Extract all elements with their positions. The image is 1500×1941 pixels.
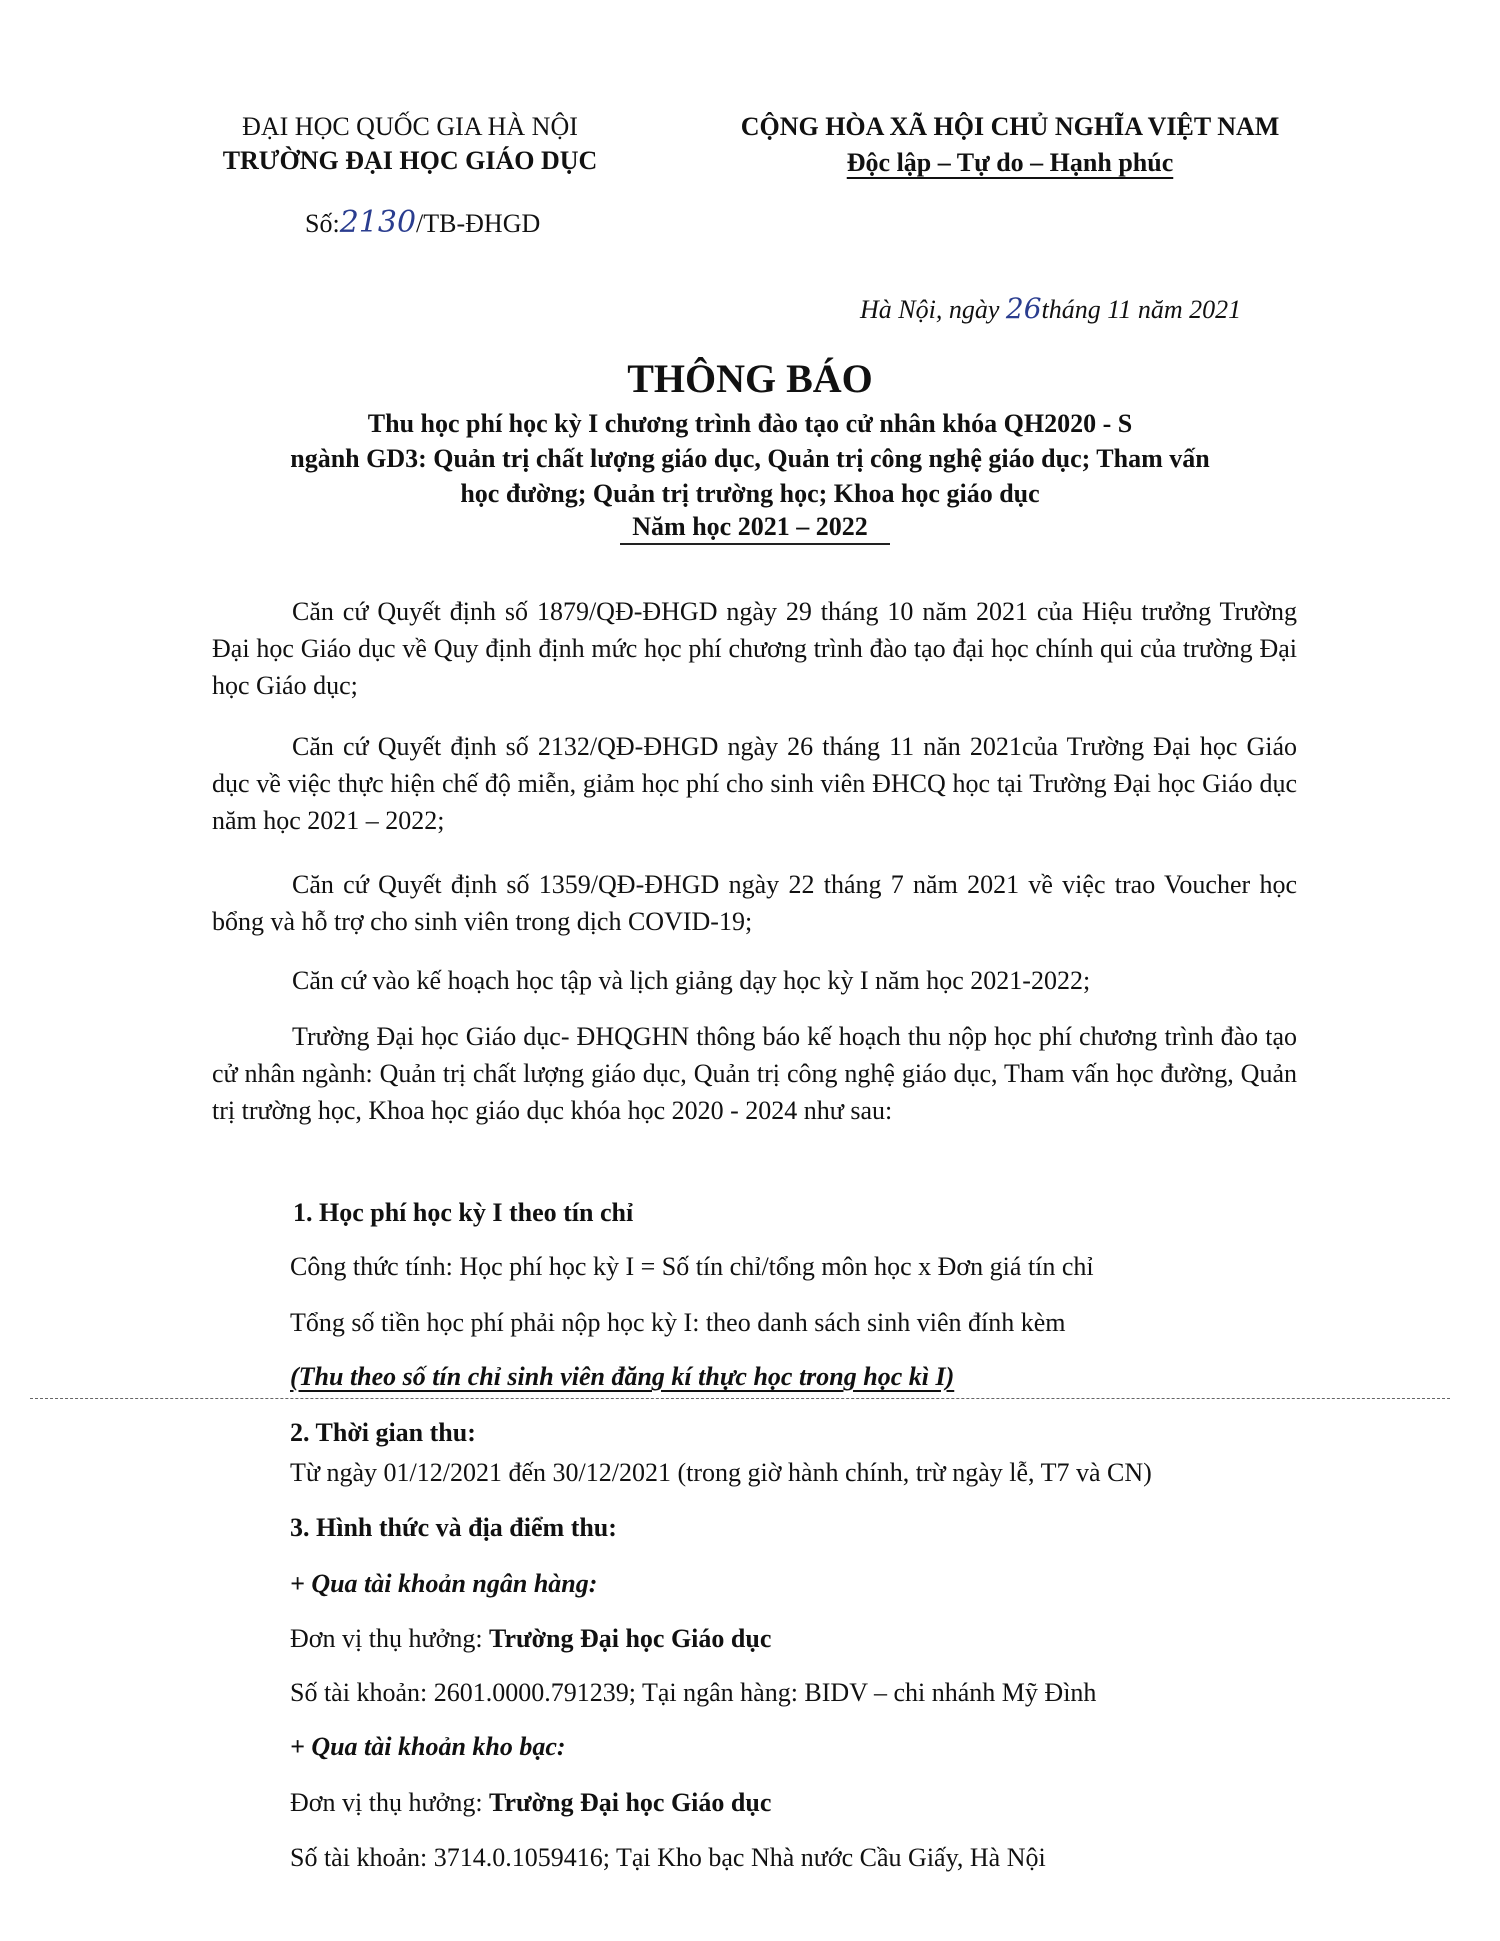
paragraph-decision-1879: Căn cứ Quyết định số 1879/QĐ-ĐHGD ngày 29 tháng 10 năm 2021 của Hiệu trưởng Trường Đại học Giáo dục về Quy định định mức học phí chương trình đào tạo đại học chính qui của trường Đại học Giáo dục; (212, 597, 1297, 700)
subtitle-line-4: Năm học 2021 – 2022 (632, 512, 868, 541)
treasury-transfer-label: + Qua tài khoản kho bạc: (290, 1732, 566, 1761)
section-2-heading: 2. Thời gian thu: (290, 1418, 476, 1447)
section-3-heading: 3. Hình thức và địa điểm thu: (290, 1513, 617, 1542)
section-1-heading: 1. Học phí học kỳ I theo tín chỉ (293, 1198, 634, 1227)
ref-suffix: /TB-ĐHGD (416, 209, 541, 238)
bank-beneficiary-prefix: Đơn vị thụ hưởng: (290, 1624, 490, 1653)
motto-text: Độc lập – Tự do – Hạnh phúc (846, 148, 1174, 177)
treasury-account: Số tài khoản: 3714.0.1059416; Tại Kho bạc Nhà nước Cầu Giấy, Hà Nội (290, 1843, 1046, 1872)
ref-prefix: Số: (305, 209, 340, 238)
subtitle-line-2: ngành GD3: Quản trị chất lượng giáo dục, Quản trị công nghệ giáo dục; Tham vấn (290, 444, 1210, 473)
treasury-beneficiary (290, 1788, 771, 1818)
tuition-note (290, 1362, 954, 1392)
subtitle-line-1: Thu học phí học kỳ I chương trình đào tạo cử nhân khóa QH2020 - S (367, 409, 1133, 438)
date-handwritten-day: 26 (1005, 292, 1042, 325)
paragraph-decision-1359: Căn cứ Quyết định số 1359/QĐ-ĐHGD ngày 22 tháng 7 năm 2021 về việc trao Voucher học bổng và hỗ trợ cho sinh viên trong dịch COVID-19; (212, 870, 1297, 936)
paragraph-announcement: Trường Đại học Giáo dục- ĐHQGHN thông báo kế hoạch thu nộp học phí chương trình đào tạo cử nhân ngành: Quản trị chất lượng giáo dục, Quản trị công nghệ giáo dục, Tham vấn học đường, Quản trị trường học, Khoa học giáo dục khóa học 2020 - 2024 như sau: (212, 1022, 1297, 1125)
ministry-name: ĐẠI HỌC QUỐC GIA HÀ NỘI (242, 112, 578, 141)
bank-account: Số tài khoản: 2601.0000.791239; Tại ngân hàng: BIDV – chi nhánh Mỹ Đình (290, 1678, 1097, 1707)
school-name: TRƯỜNG ĐẠI HỌC GIÁO DỤC (222, 146, 598, 175)
paragraph-decision-2132: Căn cứ Quyết định số 2132/QĐ-ĐHGD ngày 26 tháng 11 năn 2021của Trường Đại học Giáo dục về việc thực hiện chế độ miễn, giảm học phí cho sinh viên ĐHCQ học tại Trường Đại học Giáo dục năm học 2021 – 2022; (212, 732, 1297, 835)
country-name: CỘNG HÒA XÃ HỘI CHỦ NGHĨA VIỆT NAM (740, 112, 1280, 141)
tuition-note-text: (Thu theo số tín chỉ sinh viên đăng kí thực học trong học kì I) (290, 1362, 955, 1391)
treasury-beneficiary-prefix: Đơn vị thụ hưởng: (290, 1788, 490, 1817)
reference-number (305, 205, 540, 240)
bank-beneficiary-name: Trường Đại học Giáo dục (489, 1624, 772, 1653)
date-prefix: Hà Nội, ngày (860, 295, 1006, 324)
document-title: THÔNG BÁO (627, 356, 873, 401)
treasury-beneficiary-name: Trường Đại học Giáo dục (489, 1788, 772, 1817)
tuition-formula: Công thức tính: Học phí học kỳ I = Số tín chỉ/tổng môn học x Đơn giá tín chỉ (290, 1252, 1094, 1281)
date-suffix: tháng 11 năm 2021 (1041, 295, 1242, 324)
motto (650, 146, 1370, 180)
title-divider (620, 543, 890, 545)
ref-handwritten-number: 2130 (339, 205, 417, 240)
collection-period: Từ ngày 01/12/2021 đến 30/12/2021 (trong giờ hành chính, trừ ngày lễ, T7 và CN) (290, 1458, 1152, 1487)
issue-date (860, 292, 1241, 325)
page-fold-line (30, 1398, 1450, 1399)
subtitle-line-3: học đường; Quản trị trường học; Khoa học giáo dục (460, 479, 1040, 508)
bank-transfer-label: + Qua tài khoản ngân hàng: (290, 1569, 598, 1598)
paragraph-study-plan: Căn cứ vào kế hoạch học tập và lịch giảng dạy học kỳ I năm học 2021-2022; (292, 966, 1091, 995)
tuition-total: Tổng số tiền học phí phải nộp học kỳ I: theo danh sách sinh viên đính kèm (290, 1308, 1066, 1337)
bank-beneficiary (290, 1624, 771, 1654)
